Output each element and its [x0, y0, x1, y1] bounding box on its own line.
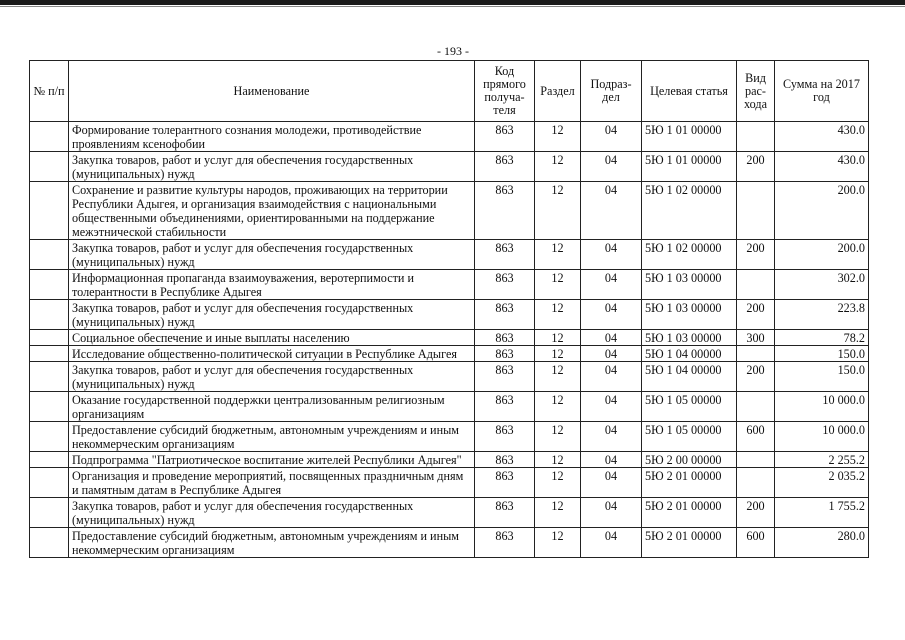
cell-section: 12 — [535, 498, 581, 528]
table-row — [30, 152, 869, 182]
cell-name: Организация и проведение мероприятий, посвященных праздничным дням и памятным датам в Республике Адыгея — [69, 468, 475, 498]
cell-num — [30, 240, 69, 270]
cell-kind: 200 — [737, 300, 775, 330]
cell-name: Оказание государственной поддержки централизованным религиозным организациям — [69, 392, 475, 422]
cell-name: Социальное обеспечение и иные выплаты населению — [69, 330, 475, 346]
cell-sum: 150.0 — [775, 346, 869, 362]
cell-kind — [737, 452, 775, 468]
cell-article: 5Ю 1 05 00000 — [642, 422, 737, 452]
cell-kind: 600 — [737, 422, 775, 452]
cell-num — [30, 346, 69, 362]
cell-num — [30, 422, 69, 452]
cell-article: 5Ю 1 01 00000 — [642, 152, 737, 182]
table-row — [30, 452, 869, 468]
cell-article: 5Ю 2 01 00000 — [642, 528, 737, 558]
table-row — [30, 300, 869, 330]
header-subsection: Подраз-дел — [581, 61, 642, 122]
cell-code: 863 — [475, 498, 535, 528]
header-row — [30, 61, 869, 122]
table-header — [30, 61, 869, 122]
cell-sum: 200.0 — [775, 240, 869, 270]
cell-sum: 223.8 — [775, 300, 869, 330]
cell-num — [30, 152, 69, 182]
cell-code: 863 — [475, 330, 535, 346]
cell-subsection: 04 — [581, 240, 642, 270]
cell-code: 863 — [475, 528, 535, 558]
cell-sum: 150.0 — [775, 362, 869, 392]
cell-subsection: 04 — [581, 122, 642, 152]
cell-kind — [737, 392, 775, 422]
cell-section: 12 — [535, 240, 581, 270]
cell-sum: 1 755.2 — [775, 498, 869, 528]
cell-section: 12 — [535, 122, 581, 152]
cell-code: 863 — [475, 468, 535, 498]
cell-name: Предоставление субсидий бюджетным, автономным учреждениям и иным некоммерческим организациям — [69, 528, 475, 558]
cell-num — [30, 468, 69, 498]
cell-section: 12 — [535, 452, 581, 468]
cell-kind — [737, 468, 775, 498]
budget-table — [29, 60, 869, 558]
cell-kind: 200 — [737, 362, 775, 392]
top-border-thin-rule — [0, 6, 905, 7]
cell-code: 863 — [475, 240, 535, 270]
header-sum: Сумма на 2017 год — [775, 61, 869, 122]
cell-name: Сохранение и развитие культуры народов, проживающих на территории Республики Адыгея, и организация взаимодействия с национальными общественными объединениями, ориентированными на поддержание межэтнической стабильности — [69, 182, 475, 240]
page-number: - 193 - — [437, 44, 469, 58]
cell-num — [30, 300, 69, 330]
cell-num — [30, 182, 69, 240]
cell-sum: 280.0 — [775, 528, 869, 558]
cell-code: 863 — [475, 270, 535, 300]
cell-sum: 2 035.2 — [775, 468, 869, 498]
cell-article: 5Ю 1 05 00000 — [642, 392, 737, 422]
cell-article: 5Ю 1 01 00000 — [642, 122, 737, 152]
table-row — [30, 468, 869, 498]
cell-kind: 200 — [737, 152, 775, 182]
cell-subsection: 04 — [581, 528, 642, 558]
cell-article: 5Ю 2 01 00000 — [642, 498, 737, 528]
cell-article: 5Ю 1 03 00000 — [642, 270, 737, 300]
cell-name: Закупка товаров, работ и услуг для обеспечения государственных (муниципальных) нужд — [69, 240, 475, 270]
cell-num — [30, 528, 69, 558]
cell-num — [30, 362, 69, 392]
cell-num — [30, 270, 69, 300]
header-article: Целевая статья — [642, 61, 737, 122]
cell-subsection: 04 — [581, 330, 642, 346]
cell-sum: 302.0 — [775, 270, 869, 300]
cell-kind: 300 — [737, 330, 775, 346]
table-row — [30, 346, 869, 362]
table-row — [30, 330, 869, 346]
cell-section: 12 — [535, 300, 581, 330]
cell-article: 5Ю 2 01 00000 — [642, 468, 737, 498]
cell-section: 12 — [535, 346, 581, 362]
cell-kind — [737, 346, 775, 362]
cell-subsection: 04 — [581, 468, 642, 498]
cell-name: Закупка товаров, работ и услуг для обеспечения государственных (муниципальных) нужд — [69, 152, 475, 182]
table-row — [30, 270, 869, 300]
cell-section: 12 — [535, 182, 581, 240]
cell-section: 12 — [535, 392, 581, 422]
cell-subsection: 04 — [581, 422, 642, 452]
table-row — [30, 392, 869, 422]
cell-kind — [737, 182, 775, 240]
cell-sum: 10 000.0 — [775, 392, 869, 422]
cell-name: Закупка товаров, работ и услуг для обеспечения государственных (муниципальных) нужд — [69, 498, 475, 528]
cell-code: 863 — [475, 422, 535, 452]
top-border-rule — [0, 0, 905, 5]
cell-article: 5Ю 1 03 00000 — [642, 330, 737, 346]
cell-name: Исследование общественно-политической ситуации в Республике Адыгея — [69, 346, 475, 362]
table-row — [30, 182, 869, 240]
cell-num — [30, 452, 69, 468]
cell-subsection: 04 — [581, 152, 642, 182]
cell-sum: 78.2 — [775, 330, 869, 346]
cell-kind: 200 — [737, 240, 775, 270]
cell-section: 12 — [535, 362, 581, 392]
cell-code: 863 — [475, 152, 535, 182]
cell-sum: 430.0 — [775, 152, 869, 182]
cell-article: 5Ю 1 04 00000 — [642, 362, 737, 392]
cell-code: 863 — [475, 452, 535, 468]
cell-subsection: 04 — [581, 392, 642, 422]
cell-subsection: 04 — [581, 498, 642, 528]
header-kind: Вид рас-хода — [737, 61, 775, 122]
cell-article: 5Ю 1 04 00000 — [642, 346, 737, 362]
cell-article: 5Ю 1 03 00000 — [642, 300, 737, 330]
table-row — [30, 528, 869, 558]
cell-section: 12 — [535, 422, 581, 452]
cell-kind — [737, 270, 775, 300]
table-row — [30, 362, 869, 392]
cell-sum: 10 000.0 — [775, 422, 869, 452]
cell-subsection: 04 — [581, 362, 642, 392]
cell-subsection: 04 — [581, 182, 642, 240]
cell-section: 12 — [535, 528, 581, 558]
cell-num — [30, 498, 69, 528]
cell-kind: 200 — [737, 498, 775, 528]
cell-code: 863 — [475, 182, 535, 240]
cell-code: 863 — [475, 122, 535, 152]
cell-num — [30, 330, 69, 346]
cell-section: 12 — [535, 270, 581, 300]
cell-num — [30, 392, 69, 422]
cell-section: 12 — [535, 330, 581, 346]
cell-name: Закупка товаров, работ и услуг для обеспечения государственных (муниципальных) нужд — [69, 362, 475, 392]
cell-num — [30, 122, 69, 152]
cell-subsection: 04 — [581, 452, 642, 468]
cell-article: 5Ю 1 02 00000 — [642, 182, 737, 240]
header-name: Наименование — [69, 61, 475, 122]
cell-name: Предоставление субсидий бюджетным, автономным учреждениям и иным некоммерческим организациям — [69, 422, 475, 452]
cell-code: 863 — [475, 346, 535, 362]
header-section: Раздел — [535, 61, 581, 122]
cell-sum: 200.0 — [775, 182, 869, 240]
cell-subsection: 04 — [581, 346, 642, 362]
cell-article: 5Ю 1 02 00000 — [642, 240, 737, 270]
cell-article: 5Ю 2 00 00000 — [642, 452, 737, 468]
cell-kind: 600 — [737, 528, 775, 558]
cell-name: Информационная пропаганда взаимоуважения, веротерпимости и толерантности в Республике Адыгея — [69, 270, 475, 300]
cell-code: 863 — [475, 362, 535, 392]
table-row — [30, 422, 869, 452]
table-row — [30, 122, 869, 152]
header-num: № п/п — [30, 61, 69, 122]
header-code: Код прямого получа-теля — [475, 61, 535, 122]
cell-name: Закупка товаров, работ и услуг для обеспечения государственных (муниципальных) нужд — [69, 300, 475, 330]
cell-name: Формирование толерантного сознания молодежи, противодействие проявлениям ксенофобии — [69, 122, 475, 152]
cell-subsection: 04 — [581, 300, 642, 330]
cell-code: 863 — [475, 392, 535, 422]
cell-sum: 2 255.2 — [775, 452, 869, 468]
cell-sum: 430.0 — [775, 122, 869, 152]
table-row — [30, 498, 869, 528]
cell-code: 863 — [475, 300, 535, 330]
cell-subsection: 04 — [581, 270, 642, 300]
table-body — [30, 122, 869, 558]
cell-kind — [737, 122, 775, 152]
cell-section: 12 — [535, 468, 581, 498]
cell-name: Подпрограмма "Патриотическое воспитание жителей Республики Адыгея" — [69, 452, 475, 468]
cell-section: 12 — [535, 152, 581, 182]
table-row — [30, 240, 869, 270]
